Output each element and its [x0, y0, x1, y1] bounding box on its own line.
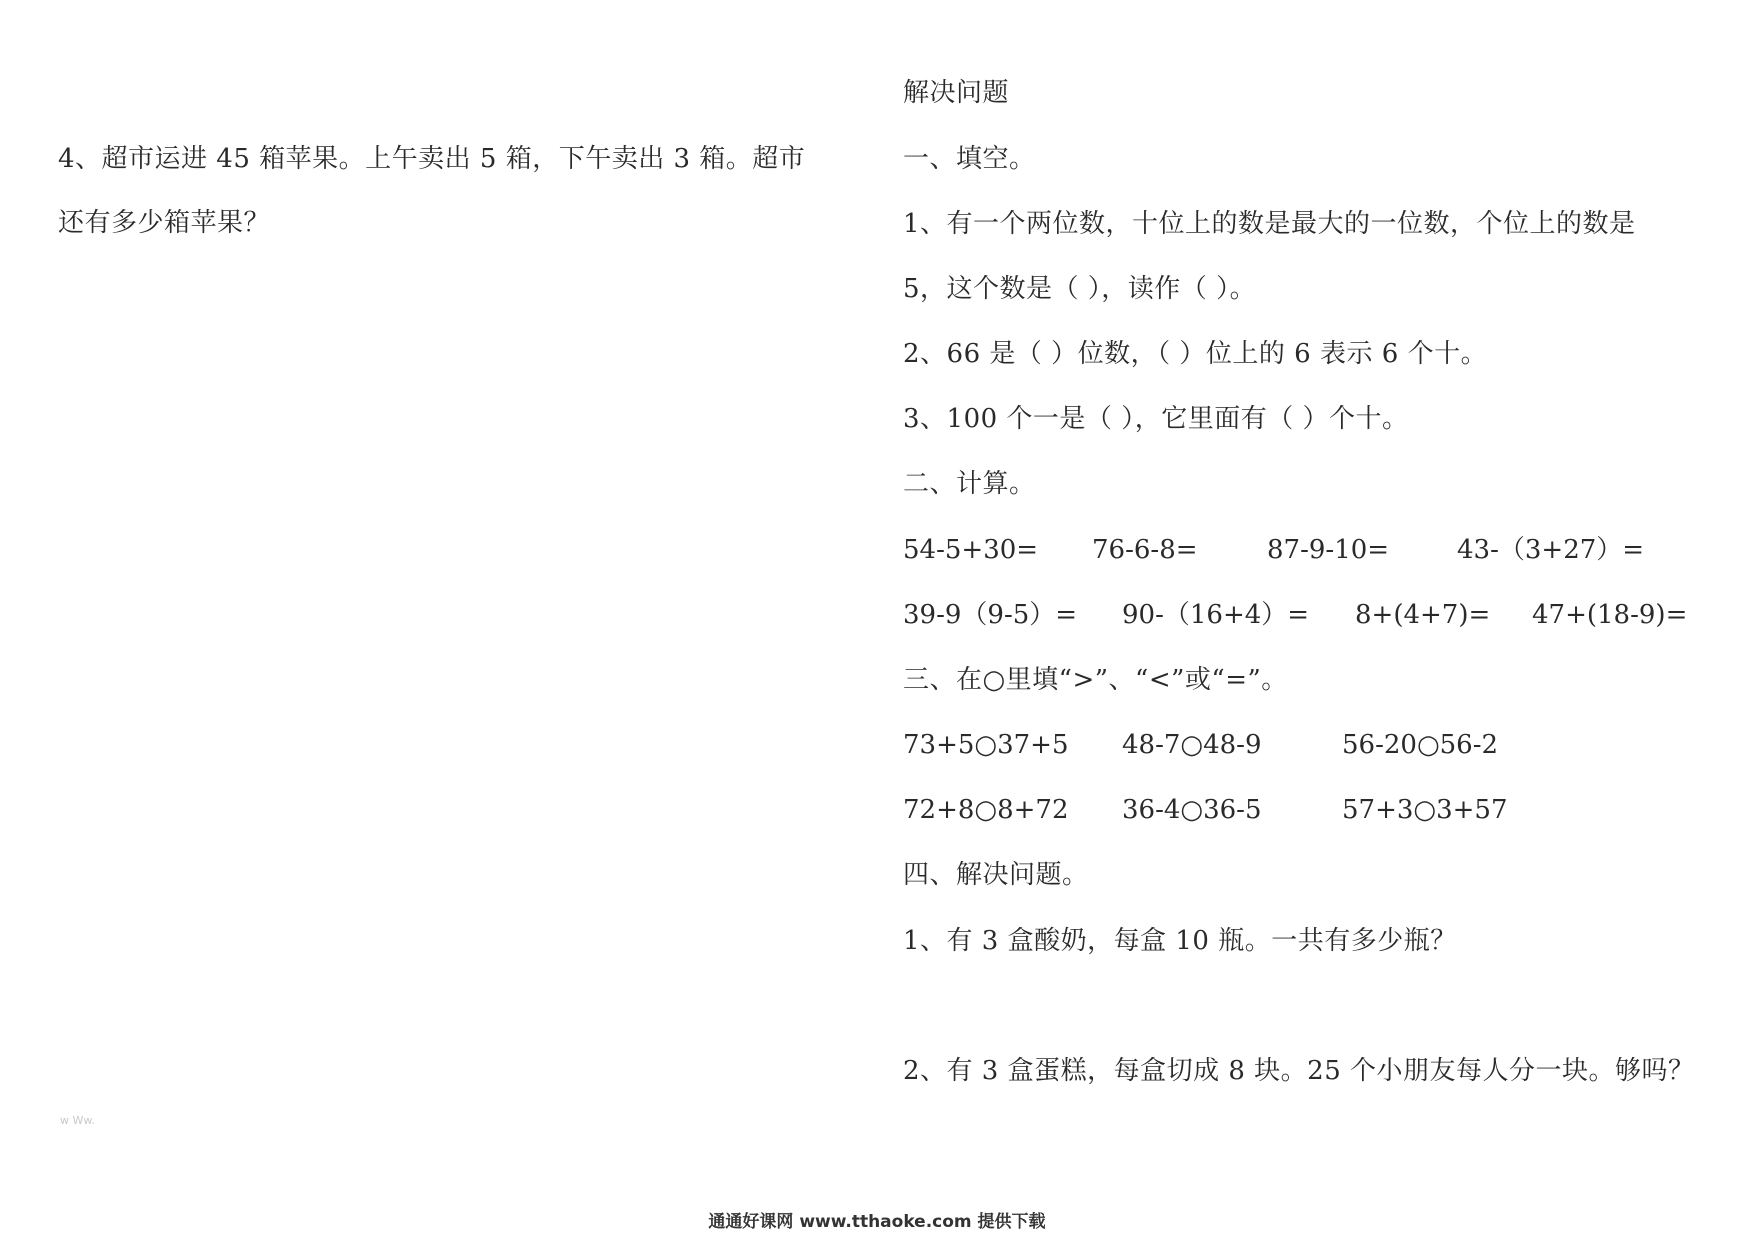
section4-q2: 2、有 3 盒蛋糕，每盒切成 8 块。25 个小朋友每人分一块。够吗？: [903, 1056, 1695, 1086]
compare-item: 48-7○48-9: [1122, 730, 1262, 760]
section3-heading: 三、在○里填“>”、“<”或“=”。: [903, 665, 1288, 695]
calc-item: 47+(18-9)=: [1532, 600, 1688, 630]
footer-credit: 通通好课网 www.tthaoke.com 提供下载: [708, 1212, 1046, 1232]
compare-item: 36-4○36-5: [1122, 795, 1262, 825]
compare-item: 72+8○8+72: [903, 795, 1069, 825]
calc-item: 54-5+30=: [903, 535, 1039, 565]
compare-item: 56-20○56-2: [1342, 730, 1499, 760]
section2-heading: 二、计算。: [903, 469, 1036, 499]
calc-item: 8+(4+7)=: [1355, 600, 1491, 630]
section1-q3: 3、100 个一是（ ），它里面有（ ）个十。: [903, 404, 1409, 434]
compare-item: 73+5○37+5: [903, 730, 1069, 760]
right-title: 解决问题: [903, 78, 1010, 108]
left-q4-line2: 还有多少箱苹果？: [58, 208, 271, 238]
section4-heading: 四、解决问题。: [903, 860, 1089, 890]
section1-q1-line1: 1、有一个两位数，十位上的数是最大的一位数，个位上的数是: [903, 209, 1636, 239]
left-q4-line1: 4、超市运进 45 箱苹果。上午卖出 5 箱，下午卖出 3 箱。超市: [58, 144, 806, 174]
calc-item: 43-（3+27）=: [1457, 535, 1645, 565]
calc-item: 90-（16+4）=: [1122, 600, 1310, 630]
section1-q2: 2、66 是（ ）位数，（ ）位上的 6 表示 6 个十。: [903, 339, 1488, 369]
section1-q1-line2: 5，这个数是（ ），读作（ ）。: [903, 274, 1257, 304]
section1-heading: 一、填空。: [903, 144, 1036, 174]
calc-item: 39-9（9-5）=: [903, 600, 1078, 630]
faint-mark: w Ww.: [60, 1114, 95, 1127]
section4-q1: 1、有 3 盒酸奶，每盒 10 瓶。一共有多少瓶？: [903, 926, 1457, 956]
calc-item: 87-9-10=: [1267, 535, 1390, 565]
calc-item: 76-6-8=: [1092, 535, 1198, 565]
compare-item: 57+3○3+57: [1342, 795, 1508, 825]
